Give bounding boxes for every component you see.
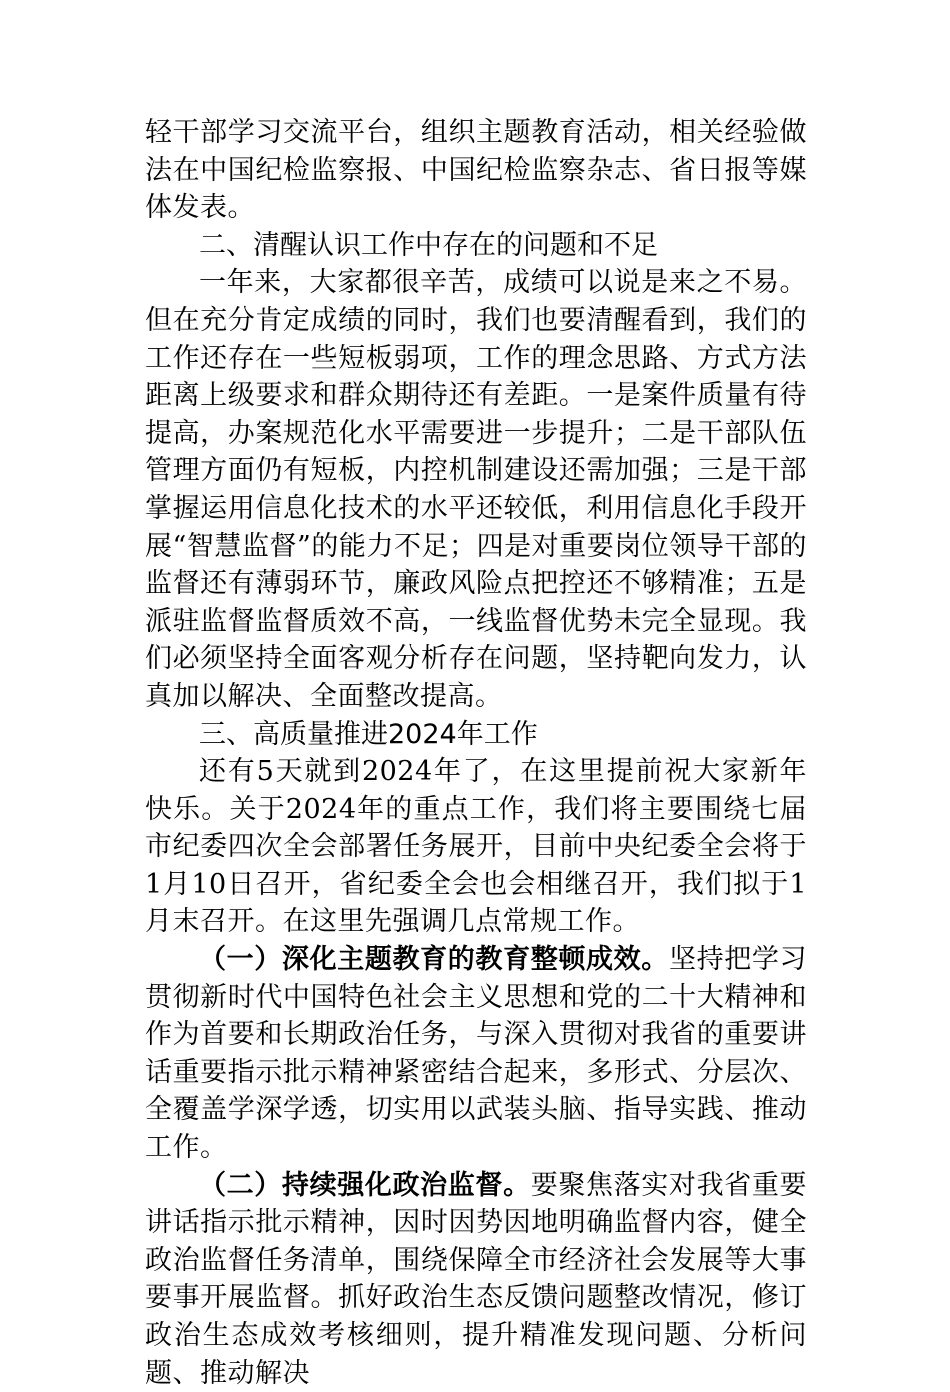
item-2-body: 要聚焦落实对我省重要讲话指示批示精神，因时因势因地明确监督内容，健全政治监督任务清单，围绕保障全市经济社会发展等大事要事开展监督。抓好政治生态反馈问题整改情况，修订政治生态成效考核细则，提升精准发现问题、分析问题、推动解决	[145, 1169, 808, 1389]
paragraph-item-1	[145, 941, 807, 1167]
section-heading-2: 二、清醒认识工作中存在的问题和不足	[199, 229, 658, 261]
item-1-body: 坚持把学习贯彻新时代中国特色社会主义思想和党的二十大精神和作为首要和长期政治任务，与深入贯彻对我省的重要讲话重要指示批示精神紧密结合起来，多形式、分层次、全覆盖学深学透，切实用以武装头脑、指导实践、推动工作。	[145, 944, 808, 1164]
paragraph-item-2	[145, 1167, 807, 1392]
subheading-item-1: （一）深化主题教育的教育整顿成效。	[199, 944, 669, 976]
subheading-item-2: （二）持续强化政治监督。	[199, 1169, 531, 1201]
paragraph-new-year: 还有5天就到2024年了，在这里提前祝大家新年快乐。关于2024年的重点工作，我们将主要围绕七届市纪委四次全会部署任务展开，目前中央纪委全会将于1月10日召开，省纪委全会也会相继召开，我们拟于1月末召开。在这里先强调几点常规工作。	[145, 756, 807, 938]
document-page	[145, 114, 807, 1392]
section-heading-3: 三、高质量推进2024年工作	[199, 718, 538, 750]
paragraph-problems: 一年来，大家都很辛苦，成绩可以说是来之不易。但在充分肯定成绩的同时，我们也要清醒看到，我们的工作还存在一些短板弱项，工作的理念思路、方式方法距离上级要求和群众期待还有差距。一是案件质量有待提高，办案规范化水平需要进一步提升；二是干部队伍管理方面仍有短板，内控机制建设还需加强；三是干部掌握运用信息化技术的水平还较低，利用信息化手段开展“智慧监督”的能力不足；四是对重要岗位领导干部的监督还有薄弱环节，廉政风险点把控还不够精准；五是派驻监督监督质效不高，一线监督优势未完全显现。我们必须坚持全面客观分析存在问题，坚持靶向发力，认真加以解决、全面整改提高。	[145, 267, 807, 712]
paragraph-continuation: 轻干部学习交流平台，组织主题教育活动，相关经验做法在中国纪检监察报、中国纪检监察杂志、省日报等媒体发表。	[145, 117, 807, 224]
